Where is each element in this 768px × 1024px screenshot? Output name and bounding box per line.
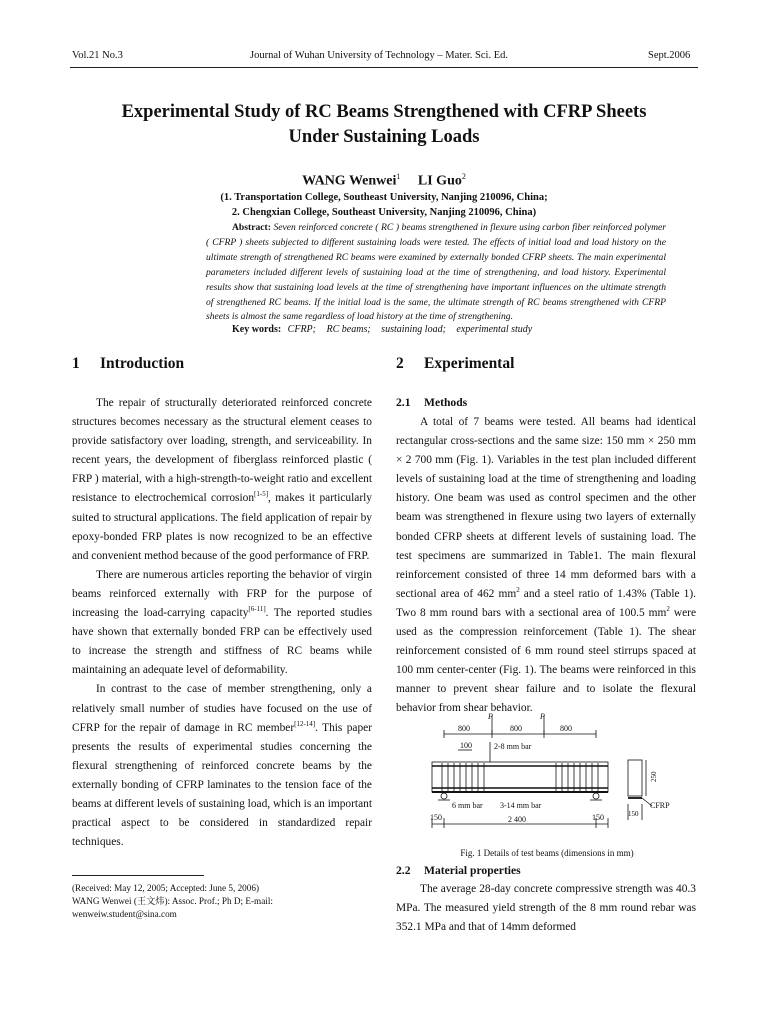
top-bar-label: 2-8 mm bar — [494, 742, 532, 751]
stirrups-left — [442, 763, 484, 791]
abstract-label: Abstract: — [232, 222, 271, 233]
superscript: 2 — [516, 586, 520, 595]
footnote-rule — [72, 875, 204, 876]
subsection-title: Methods — [424, 396, 468, 409]
citation: [6-11] — [248, 605, 266, 614]
svg-text:150: 150 — [430, 813, 442, 822]
author-2-affil: 2 — [461, 172, 466, 181]
footnote-author: WANG Wenwei (王文炜): Assoc. Prof.; Ph D; E-mail: wenweiw.student@sina.com — [72, 896, 273, 919]
section-heading-introduction — [72, 355, 184, 373]
section-heading-experimental — [396, 355, 514, 373]
cross-section — [628, 760, 670, 820]
author-1: WANG Wenwei — [302, 173, 397, 189]
paragraph: There are numerous articles reporting the behavior of virgin beams reinforced externally with FRP for the purpose of increasing the load-carrying capacity[6-11]. The reported studies have shown that externally bonded FRP can be effectively used to increase the strength and stiffness of RC beams while maintaining an adequate level of deformability. — [72, 568, 372, 677]
svg-text:800: 800 — [560, 724, 572, 733]
keyword-item: CFRP; — [287, 324, 316, 335]
figure-caption: Fig. 1 Details of test beams (dimensions in mm) — [460, 848, 634, 858]
paragraph: A total of 7 beams were tested. All beams had identical rectangular cross-sections and the same size: 150 mm × 250 mm × 2 700 mm (Fig. 1). Variables in the test plan included different levels of sustaining load at the time of strengthening and loading history. One beam was used as control specimen and the other beam was strengthened in flexure using two layers of externally bonded CFRP sheets at different levels of sustaining load. The test specimens are summarized in Table1. The main flexural reinforcement consisted of three 14 mm deformed bars with a sectional area of 462 $mm^2$ and a steel ratio of 1.43% (Table 1). Two 8 mm round bars with a sectional area of 100.5 $mm^2$ were used as the compression reinforcement (Table 1). The shear reinforcement consisted of 6 mm round steel stirrups spaced at 100 mm center-center (Fig. 1). The beams were reinforced in this manner to prevent shear failure and to isolate the flexural behavior from shear behavior. — [396, 416, 696, 715]
section-number: 2 — [396, 355, 404, 372]
introduction-body — [72, 394, 372, 852]
subsection-number: 2.2 — [396, 864, 411, 877]
svg-text:150: 150 — [592, 813, 604, 822]
author-1-affil: 1 — [396, 172, 401, 181]
paragraph: The average 28-day concrete compressive strength was 40.3 MPa. The measured yield strength of the 8 mm round rebar was 352.1 MPa and that of 14mm deformed — [396, 883, 696, 934]
keywords-label: Key words: — [232, 324, 282, 335]
tension-bar-label: 3-14 mm bar — [500, 801, 542, 810]
citation: [12-14] — [294, 719, 316, 728]
subsection-heading-material — [396, 864, 521, 877]
svg-text:150: 150 — [628, 810, 639, 818]
affiliation-2: 2. Chengxian College, Southeast University, Nanjing 210096, China) — [231, 207, 537, 218]
svg-text:2 400: 2 400 — [508, 815, 526, 824]
bottom-dimensions — [430, 813, 608, 828]
keywords — [232, 324, 536, 335]
svg-text:P: P — [488, 712, 493, 721]
paragraph: In contrast to the case of member strengthening, only a relatively small number of studies have focused on the use of CFRP for the repair of damage in RC member[12-14]. This paper presents the results of experimental studies concerning the flexural strengthening of reinforced concrete beams by the externally bonding of CFRP laminates to the tension face of the beams at different levels of sustaining load, which is an important practical aspect to be considered in standardized repair techniques. — [72, 683, 372, 849]
abstract — [206, 221, 666, 325]
keyword-item: RC beams; — [326, 324, 371, 335]
paper-title-line1: Experimental Study of RC Beams Strengthened with CFRP Sheets — [121, 102, 647, 122]
keyword-item: experimental study — [456, 324, 533, 335]
methods-body — [396, 413, 696, 719]
section-number: 1 — [72, 355, 80, 372]
stirrup-spacing-label: 100 — [460, 741, 472, 750]
keyword-item: sustaining load; — [381, 324, 446, 335]
beam-detail-figure — [424, 712, 674, 837]
footnote — [72, 882, 372, 921]
section-title: Introduction — [100, 355, 185, 372]
subsection-heading-methods — [396, 396, 467, 409]
subsection-number: 2.1 — [396, 396, 411, 409]
author-2: LI Guo — [417, 173, 462, 189]
footnote-received: (Received: May 12, 2005; Accepted: June 5, 2006) — [72, 883, 260, 893]
header-rule — [70, 67, 698, 68]
material-body — [396, 880, 696, 937]
svg-text:250: 250 — [650, 771, 658, 782]
subsection-title: Material properties — [424, 864, 521, 877]
abstract-text: Seven reinforced concrete ( RC ) beams strengthened in flexure using carbon fiber reinforced polymer ( CFRP ) sheets subjected to different sustaining loads were tested. The effects of initial load and load history on the ultimate strength of strengthened RC beams were examined by externally bonded CFRP sheets. The main experimental parameters included different levels of sustaining load at the time of strengthening, and load history. Experimental results show that sustaining load levels at the time of strengthening have important influences on the ultimate strength of strengthened RC beams. If the initial load is the same, the ultimate strength of RC beams strengthened with CFRP sheets is almost the same regardless of load history at the time of strengthening. — [206, 222, 666, 323]
right-support — [593, 793, 599, 799]
svg-text:800: 800 — [510, 724, 522, 733]
header-volume: Vol.21 No.3 — [72, 50, 123, 61]
header-date: Sept.2006 — [648, 50, 691, 61]
left-support — [441, 793, 447, 799]
svg-text:P: P — [540, 712, 545, 721]
svg-text:800: 800 — [458, 724, 470, 733]
superscript: 2 — [666, 605, 670, 614]
cfrp-label: CFRP — [650, 801, 670, 810]
section-title: Experimental — [424, 355, 515, 372]
stirrup-bar-label: 6 mm bar — [452, 801, 483, 810]
top-dimensions — [444, 724, 596, 738]
affiliation-1: (1. Transportation College, Southeast University, Nanjing 210096, China; — [220, 192, 548, 203]
stirrups-right — [556, 763, 598, 791]
header-journal: Journal of Wuhan University of Technology – Mater. Sci. Ed. — [250, 50, 508, 61]
citation: [1-5] — [254, 490, 269, 499]
paragraph: The repair of structurally deteriorated reinforced concrete structures becomes necessary as the structural element ceases to provide satisfactory over loading, strength, and serviceability. In recent years, the development of fiberglass reinforced plastic ( FRP ) material, with a high-strength-to-weight ratio and excellent resistance to electrochemical corrosion[1-5], makes it particularly suited to structural applications. The field application of repair by epoxy-bonded FRP plates is now recognized to be an effective and convenient method because of the good performance of FRP. — [72, 397, 372, 562]
paper-title-line2: Under Sustaining Loads — [288, 127, 480, 147]
authors — [70, 172, 698, 190]
